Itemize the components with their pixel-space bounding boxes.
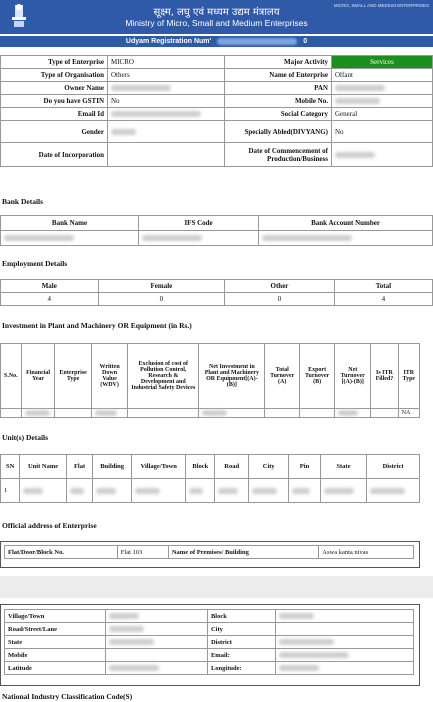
label-mobile: Mobile No. [225,95,332,108]
label-village: Village/Town [5,610,106,623]
section-title-nic: National Industry Classification Code(S) [2,692,133,701]
account-value [259,231,433,246]
value-premises: Aswa kanta nivas [319,546,414,559]
label-road: Road/Street/Lane [5,623,106,636]
label-type-of-enterprise: Type of Enterprise [1,56,108,69]
label-latitude: Latitude [5,662,106,675]
value-social-category: General [332,108,433,121]
bank-header-name: Bank Name [1,216,139,231]
inv-header-wdv: Written Down Value (WDV) [91,344,127,409]
unit-header-pin: Pin [289,455,320,479]
redacted-number [217,38,297,45]
unit-header-flat: Flat [66,455,92,479]
value-major-activity: Services [332,56,433,69]
unit-header-building: Building [93,455,132,479]
official-address-table-1 [4,545,414,559]
value-specially-abled: No [332,121,433,143]
label-state: State [5,636,106,649]
ministry-english-title: Ministry of Micro, Small and Medium Enterprises [125,18,308,28]
inv-header-sno: S.No. [1,344,22,409]
emp-header-female: Female [98,280,225,293]
unit-header-district: District [367,455,420,479]
bank-header-ifsc: IFS Code [139,216,259,231]
label-date-incorporation: Date of Incorporation [1,143,108,167]
inv-header-total-turnover: Total Turnover (A) [265,344,300,409]
emp-male-value: 4 [1,293,99,306]
label-pan: PAN [225,82,332,95]
inv-header-net-turnover: Net Turnover [(A)-(B)] [335,344,371,409]
udyam-registration-bar [0,36,433,47]
section-title-employment: Employment Details [2,259,68,268]
value-date-commencement [332,143,433,167]
value-pan [332,82,433,95]
value-gender [108,121,225,143]
udyam-suffix: 0 [303,38,308,45]
page-break [0,576,433,598]
ministry-hindi-title: सूक्ष्म, लघु एवं मध्यम उद्यम मंत्रालय [153,7,280,18]
unit-sn-value: 1 [1,479,20,503]
emp-other-value: 0 [225,293,335,306]
unit-header-sn: SN [1,455,20,479]
label-premises: Name of Premises/ Building [168,546,318,559]
emp-header-male: Male [1,280,99,293]
label-gstin: Do you have GSTIN [1,95,108,108]
units-table [0,454,420,503]
emp-female-value: 0 [98,293,225,306]
investment-table [0,343,420,418]
label-flat: Flat/Door/Block No. [5,546,118,559]
inv-header-fy: Financial Year [21,344,55,409]
unit-header-state: State [320,455,366,479]
unit-header-city: City [249,455,289,479]
label-owner-name: Owner Name [1,82,108,95]
enterprise-details-table [0,55,433,167]
value-email [108,108,225,121]
ifsc-value [139,231,259,246]
label-social-category: Social Category [225,108,332,121]
emp-header-other: Other [225,280,335,293]
label-city: City [207,623,275,636]
udyam-label: Udyam Registration Num' [125,38,212,45]
inv-header-itr-filled: Is ITR Filled? [371,344,398,409]
bank-header-account: Bank Account Number [259,216,433,231]
value-type-of-enterprise: MICRO [108,56,225,69]
emp-header-total: Total [334,280,432,293]
unit-header-village: Village/Town [132,455,186,479]
bank-details-table [0,215,433,246]
label-name-of-enterprise: Name of Enterprise [225,69,332,82]
value-type-of-organisation: Others [108,69,225,82]
label-major-activity: Major Activity [225,56,332,69]
employment-table [0,279,433,306]
ministry-banner [0,0,433,34]
value-mobile [332,95,433,108]
section-title-investment: Investment in Plant and Machinery OR Equipment (in Rs.) [2,321,192,330]
label-specially-abled: Specially Abled(DIVYANG) [225,121,332,143]
inv-itr-type-value: NA [398,409,419,418]
emp-total-value: 4 [334,293,432,306]
label-date-commencement: Date of Commencement of Production/Business [225,143,332,167]
bank-name-value [1,231,139,246]
label-type-of-organisation: Type of Organisation [1,69,108,82]
value-flat: Flat 103 [117,546,168,559]
label-email-official: Email: [207,649,275,662]
inv-header-net-investment: Net Investment in Plant and Machinery OR Equipment[(A)-(B)] [199,344,265,409]
msme-logo-text: MICRO, SMALL AND MEDIUM ENTERPRISES [333,3,429,8]
inv-header-type: Enterprise Type [55,344,91,409]
value-date-incorporation [108,143,225,167]
value-gstin: No [108,95,225,108]
value-owner-name [108,82,225,95]
section-title-official-address: Official address of Enterprise [2,521,97,530]
label-email: Email Id [1,108,108,121]
inv-header-itr-type: ITR Type [398,344,419,409]
unit-header-name: Unit Name [20,455,67,479]
section-title-bank: Bank Details [2,197,44,206]
label-block: Block [207,610,275,623]
official-address-table-2 [4,609,414,675]
label-longitude: Longitude: [207,662,275,675]
unit-header-road: Road [215,455,249,479]
label-district: District [207,636,275,649]
inv-header-exclusion: Exclusion of cost of Pollution Control, Research & Development and Industrial Safety Devices [128,344,199,409]
label-mobile-official: Mobile [5,649,106,662]
value-name-of-enterprise: Olfant [332,69,433,82]
label-gender: Gender [1,121,108,143]
unit-header-block: Block [186,455,215,479]
section-title-units: Unit(s) Details [2,433,49,442]
inv-header-export-turnover: Export Turnover (B) [299,344,334,409]
